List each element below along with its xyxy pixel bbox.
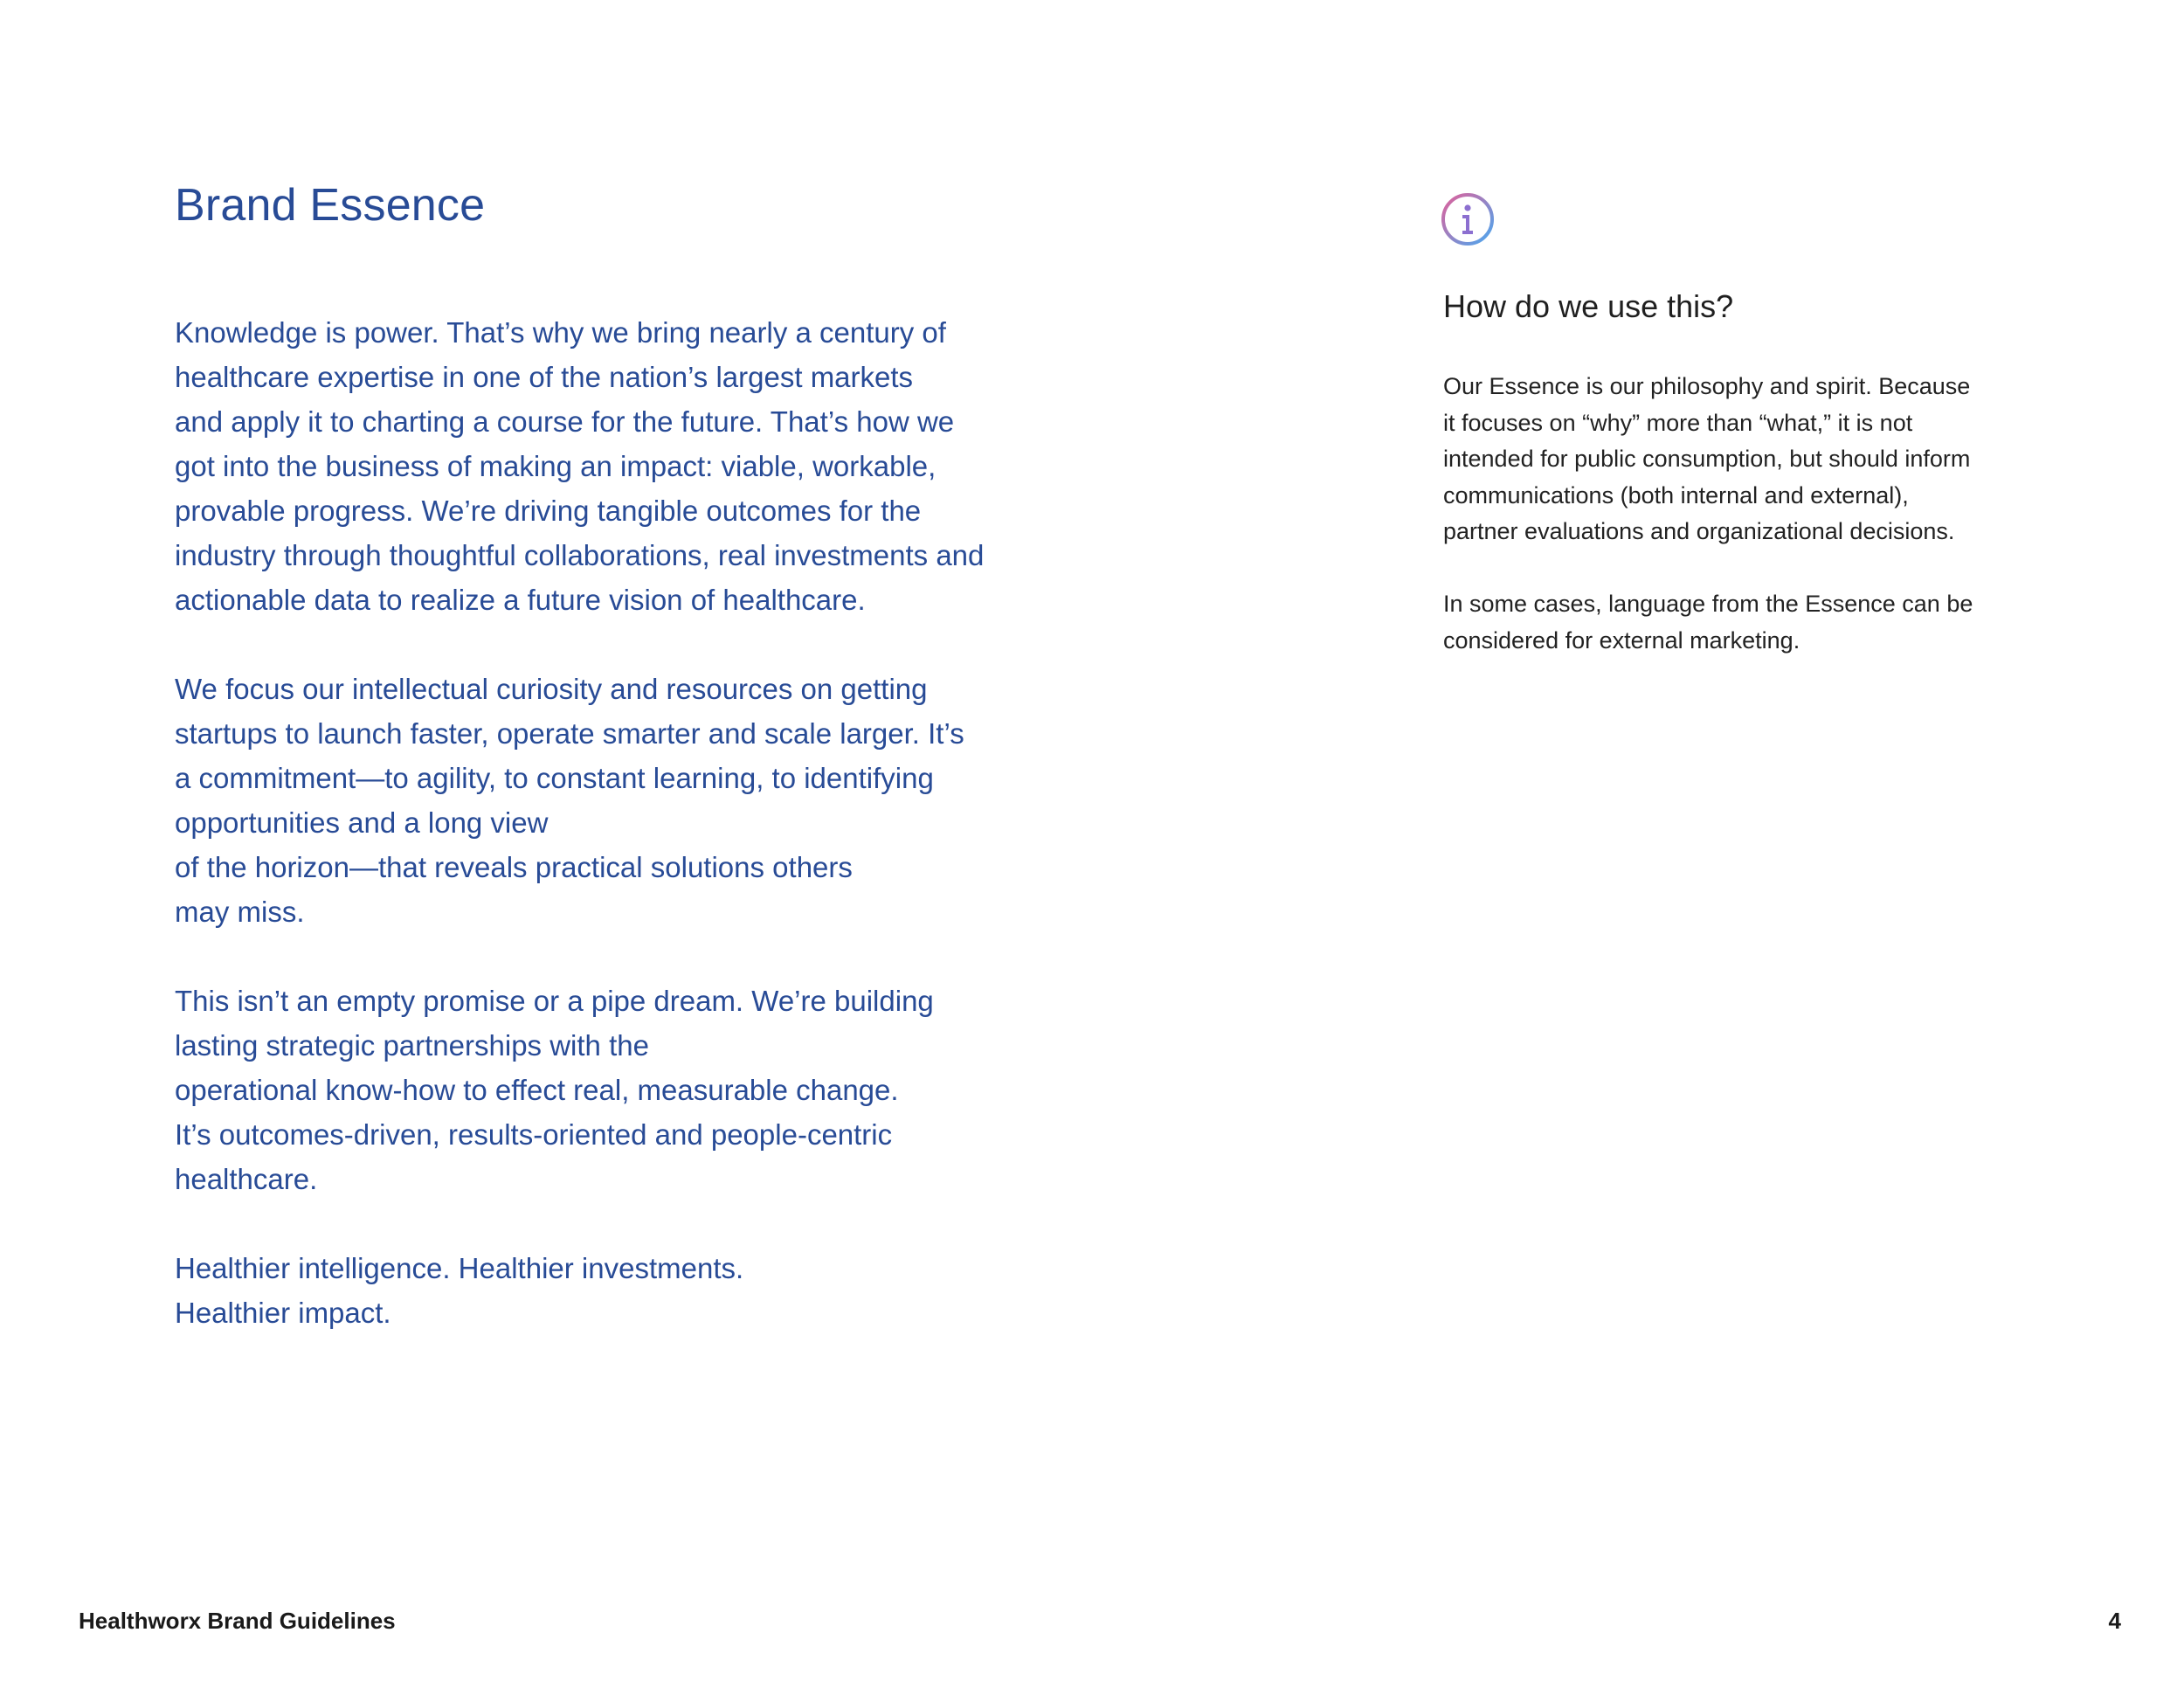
text-line: Healthier impact. bbox=[175, 1297, 391, 1329]
text-line: healthcare. bbox=[175, 1163, 318, 1195]
text-line: communications (both internal and external), bbox=[1443, 481, 1909, 508]
text-line: Our Essence is our philosophy and spirit. Because bbox=[1443, 373, 1971, 399]
page-title: Brand Essence bbox=[175, 180, 486, 231]
text-line: opportunities and a long view bbox=[175, 806, 549, 839]
essence-paragraph bbox=[175, 667, 1118, 934]
essence-paragraph bbox=[175, 310, 1118, 622]
text-line: Healthier intelligence. Healthier investments. bbox=[175, 1252, 744, 1284]
text-line: healthcare expertise in one of the nation’s largest markets bbox=[175, 361, 914, 393]
sidebar-body bbox=[1443, 369, 2055, 695]
text-line: lasting strategic partnerships with the bbox=[175, 1029, 649, 1062]
info-icon bbox=[1440, 191, 1496, 247]
text-line: intended for public consumption, but should inform bbox=[1443, 446, 1971, 472]
text-line: considered for external marketing. bbox=[1443, 626, 1800, 654]
text-line: startups to launch faster, operate smarter and scale larger. It’s bbox=[175, 717, 964, 750]
text-line: We focus our intellectual curiosity and resources on getting bbox=[175, 673, 928, 705]
page-number: 4 bbox=[2108, 1608, 2121, 1634]
text-line: it focuses on “why” more than “what,” it is not bbox=[1443, 409, 1913, 436]
text-line: industry through thoughtful collaborations, real investments and bbox=[175, 539, 985, 571]
text-line: This isn’t an empty promise or a pipe dream. We’re building bbox=[175, 985, 934, 1017]
text-line: and apply it to charting a course for the future. That’s how we bbox=[175, 405, 955, 438]
sidebar-paragraph bbox=[1443, 369, 2055, 550]
essence-tagline bbox=[175, 1246, 1118, 1335]
text-line: of the horizon—that reveals practical solutions others bbox=[175, 851, 853, 883]
text-line: In some cases, language from the Essence can be bbox=[1443, 591, 1973, 617]
text-line: Knowledge is power. That’s why we bring nearly a century of bbox=[175, 316, 946, 349]
essence-body bbox=[175, 310, 1118, 1380]
text-line: actionable data to realize a future vision of healthcare. bbox=[175, 584, 866, 616]
footer-brand-label: Healthworx Brand Guidelines bbox=[79, 1608, 396, 1634]
text-line: a commitment—to agility, to constant learning, to identifying bbox=[175, 762, 934, 794]
essence-paragraph bbox=[175, 979, 1118, 1201]
text-line: partner evaluations and organizational decisions. bbox=[1443, 518, 1955, 544]
sidebar-heading: How do we use this? bbox=[1443, 288, 1734, 324]
sidebar-paragraph bbox=[1443, 586, 2055, 659]
text-line: provable progress. We’re driving tangible outcomes for the bbox=[175, 495, 922, 527]
text-line: It’s outcomes-driven, results-oriented and people-centric bbox=[175, 1118, 893, 1151]
text-line: may miss. bbox=[175, 896, 305, 928]
text-line: operational know-how to effect real, measurable change. bbox=[175, 1074, 899, 1106]
text-line: got into the business of making an impact: viable, workable, bbox=[175, 450, 936, 482]
